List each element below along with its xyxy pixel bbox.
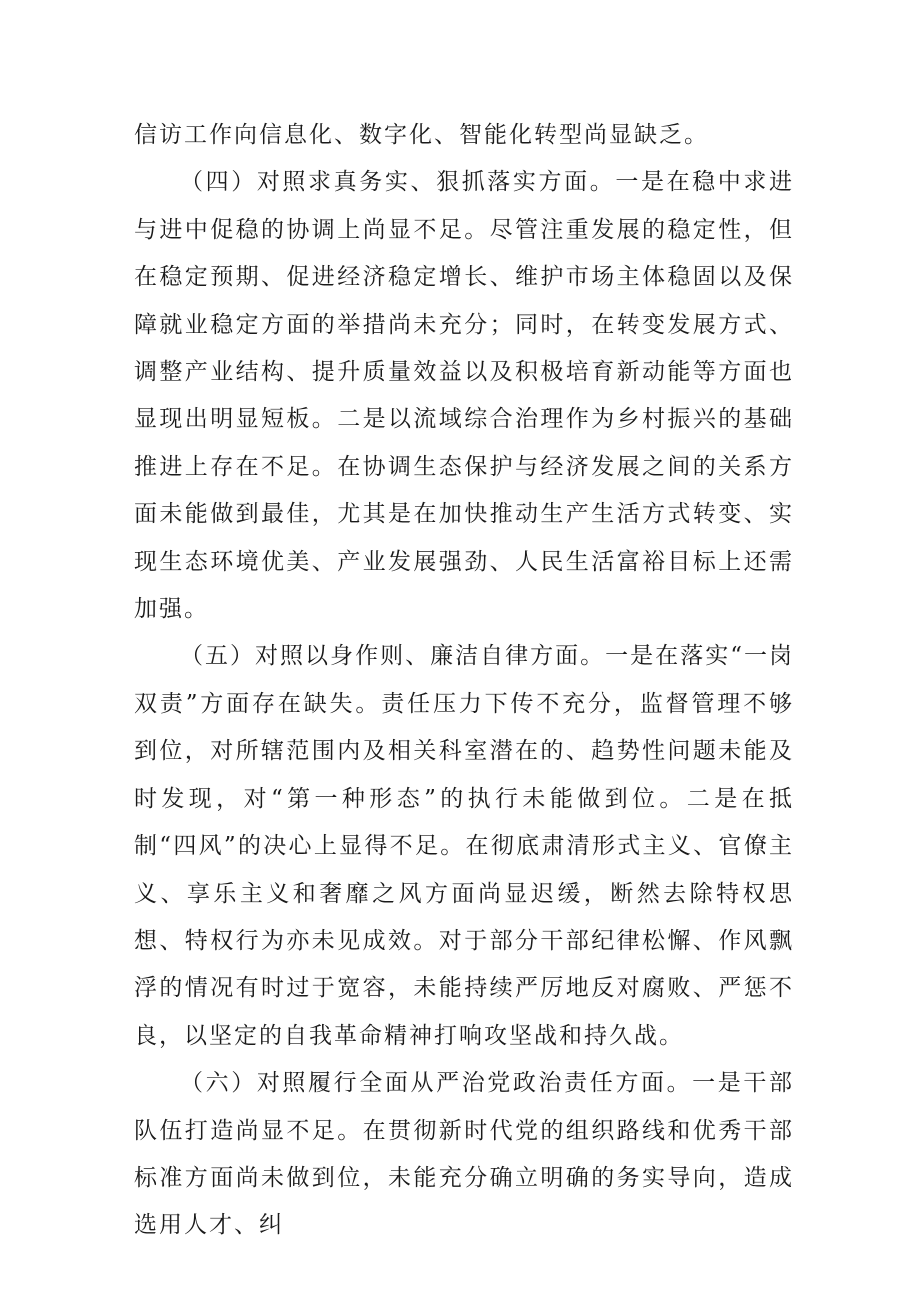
paragraph-section-five: （五）对照以身作则、廉洁自律方面。一是在落实“一岗双责”方面存在缺失。责任压力下传不充分，监督管理不够到位，对所辖范围内及相关科室潜在的、趋势性问题未能及时发现，对“第一种形态”的执行未能做到位。二是在抵制“四风”的决心上显得不足。在彻底肃清形式主义、官僚主义、享乐主义和奢靡之风方面尚显迟缓，断然去除特权思想、特权行为亦未见成效。对于部分干部纪律松懈、作风飘浮的情况有时过于宽容，未能持续严厉地反对腐败、严惩不良，以坚定的自我革命精神打响攻坚战和持久战。 <box>134 643 794 1049</box>
paragraph-continuation: 信访工作向信息化、数字化、智能化转型尚显缺乏。 <box>134 122 709 148</box>
document-body <box>134 112 794 1250</box>
paragraph-section-four: （四）对照求真务实、狠抓落实方面。一是在稳中求进与进中促稳的协调上尚显不足。尽管注重发展的稳定性，但在稳定预期、促进经济稳定增长、维护市场主体稳固以及保障就业稳定方面的举措尚未充分；同时，在转变发展方式、调整产业结构、提升质量效益以及积极培育新动能等方面也显现出明显短板。二是以流域综合治理作为乡村振兴的基础推进上存在不足。在协调生态保护与经济发展之间的关系方面未能做到最佳，尤其是在加快推动生产生活方式转变、实现生态环境优美、产业发展强劲、人民生活富裕目标上还需加强。 <box>134 169 794 623</box>
paragraph-section-six: （六）对照履行全面从严治党政治责任方面。一是干部队伍打造尚显不足。在贯彻新时代党的组织路线和优秀干部标准方面尚未做到位，未能充分确立明确的务实导向，造成选用人才、纠 <box>134 1070 794 1239</box>
